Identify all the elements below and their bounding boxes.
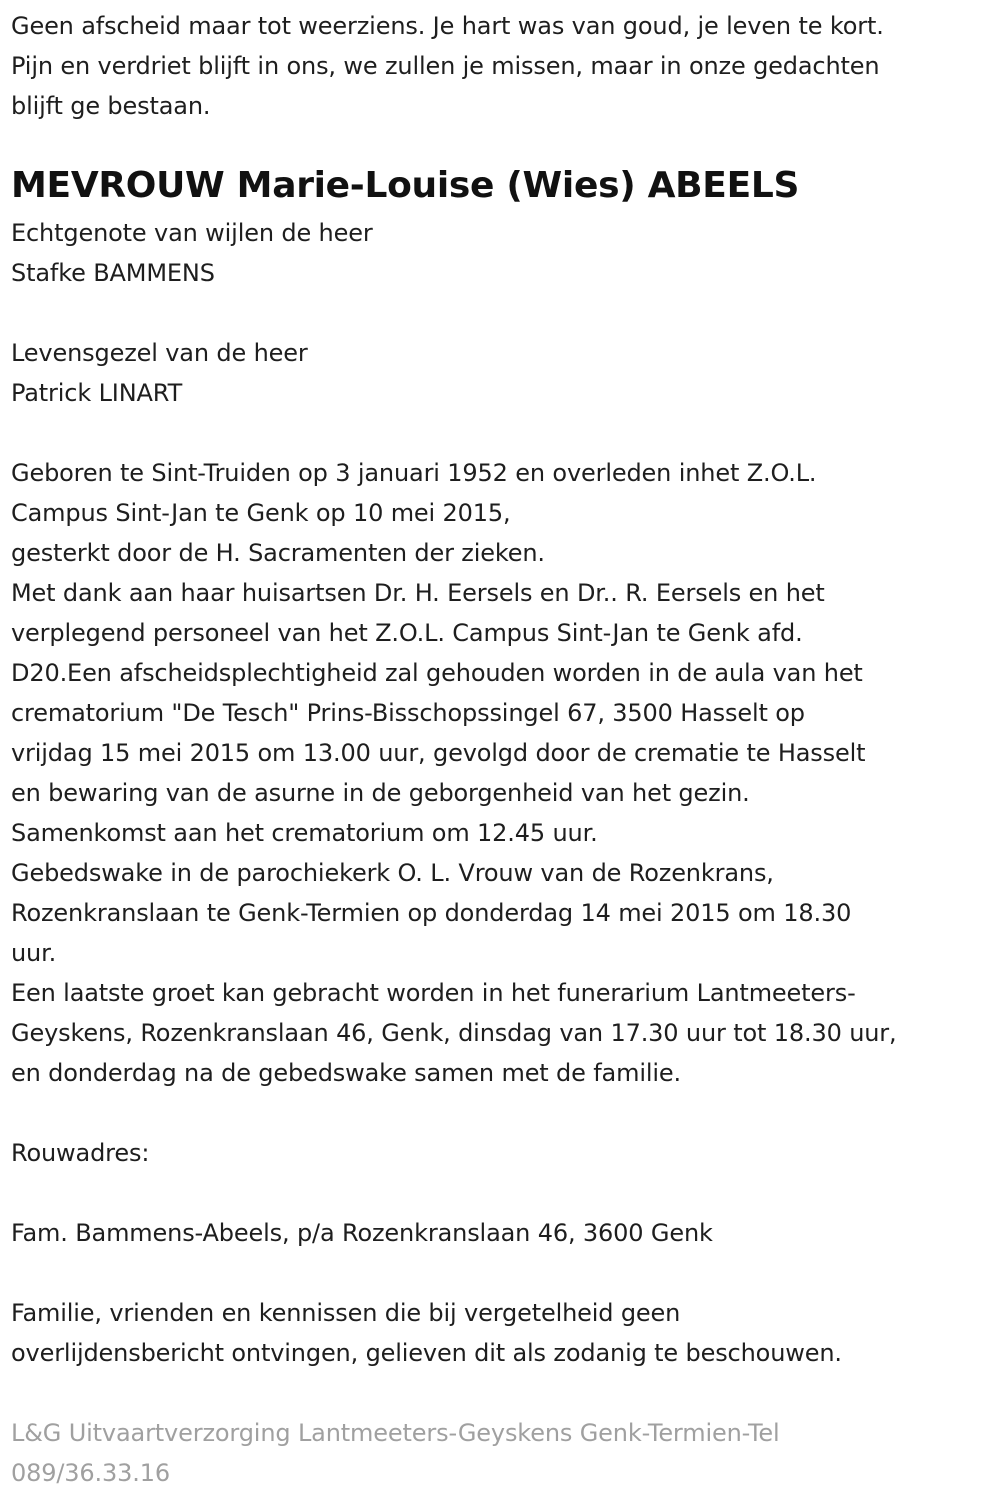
details-line: vrijdag 15 mei 2015 om 13.00 uur, gevolgd door de crematie te Hasselt [11,739,866,767]
partner-name: Patrick LINART [11,379,183,407]
intro-line: Geen afscheid maar tot weerziens. Je hart was van goud, je leven te kort. [11,12,884,40]
spouse-name: Stafke BAMMENS [11,259,215,287]
mourning-address-label: Rouwadres: [11,1139,150,1167]
details-line: uur. [11,939,57,967]
footer-phone: 089/36.33.16 [11,1459,170,1487]
mourning-address-label-section [11,1133,149,1173]
details-line: Gebedswake in de parochiekerk O. L. Vrouw van de Rozenkrans, [11,859,774,887]
closing-line: Familie, vrienden en kennissen die bij vergetelheid geen [11,1299,681,1327]
closing-section [11,1293,842,1373]
deceased-name: MEVROUW Marie-Louise (Wies) ABEELS [11,165,800,206]
details-section [11,453,897,1093]
mourning-address: Fam. Bammens-Abeels, p/a Rozenkranslaan 46, 3600 Genk [11,1219,713,1247]
details-line: gesterkt door de H. Sacramenten der zieken. [11,539,545,567]
funeral-home-footer [11,1413,780,1493]
intro-verse [11,6,884,126]
details-line: Met dank aan haar huisartsen Dr. H. Eersels en Dr.. R. Eersels en het [11,579,825,607]
partner-line: Levensgezel van de heer [11,339,308,367]
details-line: Een laatste groet kan gebracht worden in het funerarium Lantmeeters- [11,979,856,1007]
details-line: Campus Sint-Jan te Genk op 10 mei 2015, [11,499,511,527]
spouse-line: Echtgenote van wijlen de heer [11,219,373,247]
details-line: Samenkomst aan het crematorium om 12.45 uur. [11,819,598,847]
details-line: en bewaring van de asurne in de geborgenheid van het gezin. [11,779,750,807]
details-line: en donderdag na de gebedswake samen met de familie. [11,1059,681,1087]
details-line: Rozenkranslaan te Genk-Termien op donderdag 14 mei 2015 om 18.30 [11,899,852,927]
details-line: verplegend personeel van het Z.O.L. Campus Sint-Jan te Genk afd. [11,619,803,647]
partner-section [11,333,308,413]
mourning-address-section [11,1213,713,1253]
closing-line: overlijdensbericht ontvingen, gelieven dit als zodanig te beschouwen. [11,1339,842,1367]
details-line: Geyskens, Rozenkranslaan 46, Genk, dinsdag van 17.30 uur tot 18.30 uur, [11,1019,897,1047]
details-line: Geboren te Sint-Truiden op 3 januari 1952 en overleden inhet Z.O.L. [11,459,817,487]
details-line: crematorium "De Tesch" Prins-Bisschopssingel 67, 3500 Hasselt op [11,699,805,727]
spouse-section [11,213,373,293]
details-line: D20.Een afscheidsplechtigheid zal gehouden worden in de aula van het [11,659,863,687]
intro-line: blijft ge bestaan. [11,92,211,120]
footer-line: L&G Uitvaartverzorging Lantmeeters-Geyskens Genk-Termien-Tel [11,1419,780,1447]
intro-line: Pijn en verdriet blijft in ons, we zullen je missen, maar in onze gedachten [11,52,880,80]
